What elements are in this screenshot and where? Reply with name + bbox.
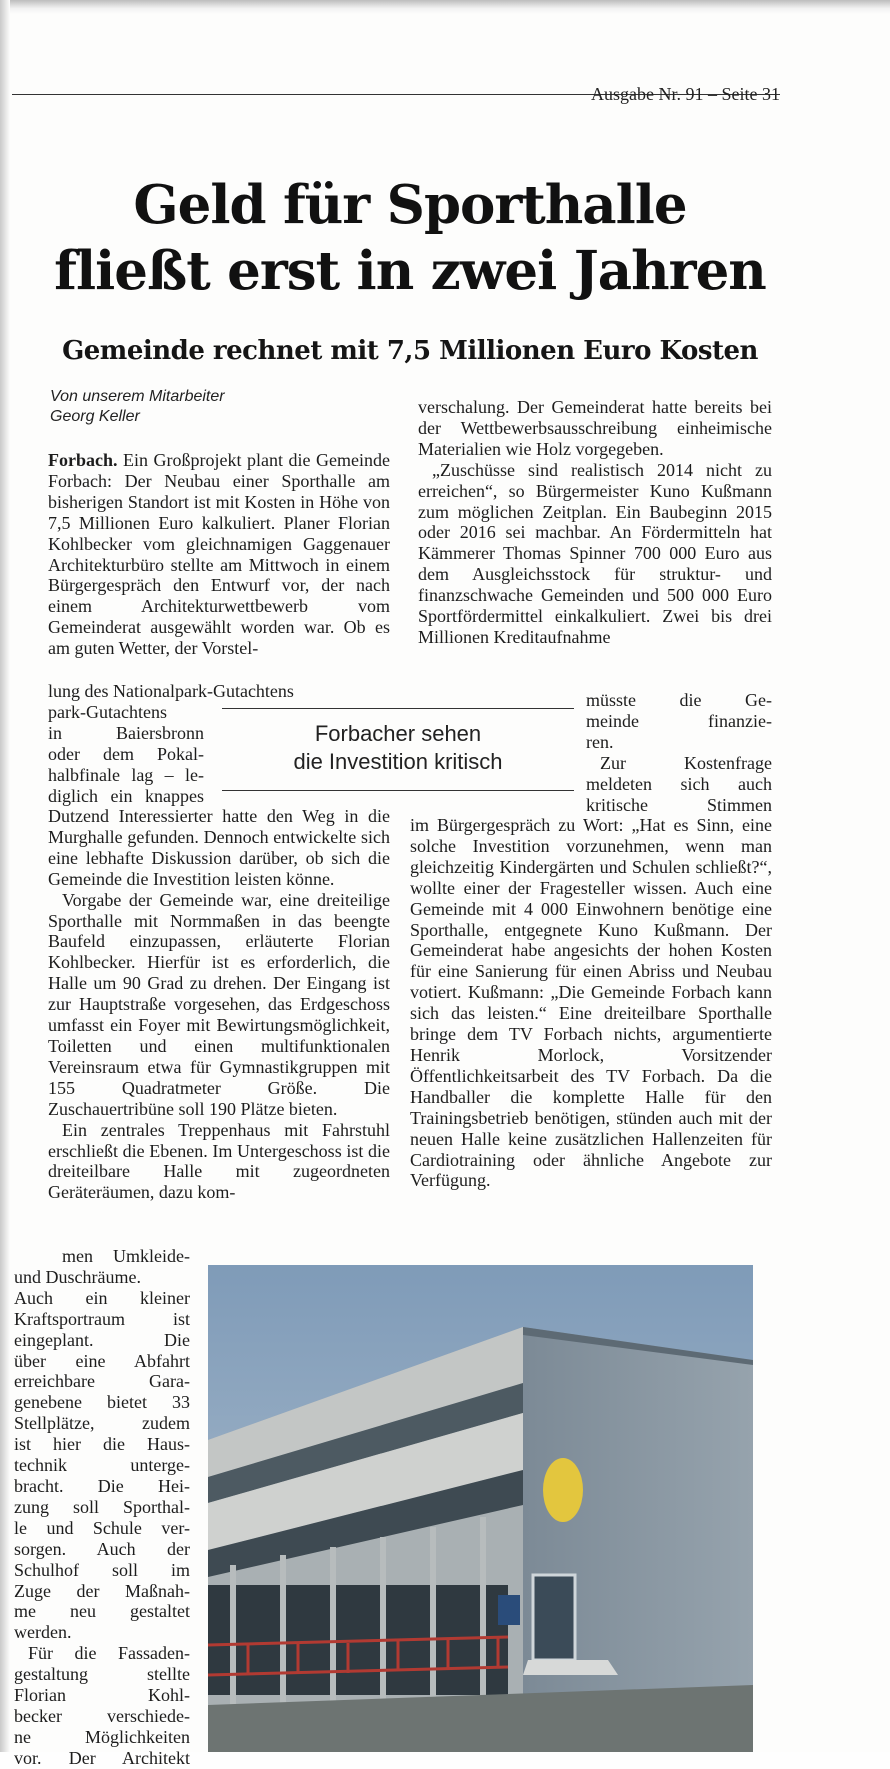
paragraph-col2-1: verschalung. Der Gemeinderat hatte bereits bei der Wettbewerbsausschreibung einheimische Materialien wie Holz vorgegeben. [418,397,772,459]
text-line: Zur Kostenfrage [600,752,772,773]
column-1-narrow [48,681,294,806]
text-line: in Baiersbronn [48,722,204,743]
text-line: gestaltung stellte [14,1664,190,1685]
text-line: meldeten sich auch [586,773,772,794]
pullquote [228,720,568,776]
column-2-top [418,397,772,648]
headline-line-2: fließt erst in zwei Jahren [54,240,766,302]
text-line: ne Möglichkeiten [14,1726,190,1747]
text-line: oder dem Pokal- [48,743,204,764]
text-line: Schulhof soll im [14,1559,190,1580]
text-line: erreichbare Gara- [14,1371,190,1392]
scan-left-edge [0,0,10,1752]
text-line: werden. [14,1622,72,1643]
sports-hall-building-photo [208,1265,753,1752]
text-line: kritische Stimmen [586,794,772,815]
entrance-steps [523,1660,618,1675]
text-line: vor. Der Architekt [14,1747,190,1768]
text-line: zung soll Sporthal- [14,1496,190,1517]
text-line: Stellplätze, zudem [14,1413,190,1434]
text-line: über eine Abfahrt [14,1350,190,1371]
text-line: le und Schule ver- [14,1517,190,1538]
text-line: eingeplant. Die [14,1329,190,1350]
text-line: Zuge der Maßnah- [14,1580,190,1601]
text-line: Für die Fassaden- [28,1643,190,1664]
text-line: men Umkleide- [62,1246,190,1266]
byline-line-1: Von unserem Mitarbeiter [50,388,225,405]
text-line: Kraftsportraum ist [14,1308,190,1329]
headline [40,172,780,304]
column-narrow-bottom [14,1246,190,1769]
text-line: bracht. Die Hei- [14,1475,190,1496]
column-1-top [48,450,390,659]
issue-page-number: Ausgabe Nr. 91 – Seite 31 [591,84,780,104]
text-line: technik unterge- [14,1455,190,1476]
text-line: und Duschräume. [14,1266,141,1287]
text-line: lung des Nationalpark-Gutachtens [48,681,294,701]
paragraph-1-end: Dutzend Interessierter hatte den Weg in die Murghalle gefunden. Dennoch entwickelte sich eine lebhafte Diskussion darüber, ob sich die Gemeinde die Investition leisten könne. [48,806,390,889]
text-line: genebene bietet 33 [14,1392,190,1413]
subheadline: Gemeinde rechnet mit 7,5 Millionen Euro Kosten [62,336,758,366]
column-2-bottom [410,815,772,1191]
yellow-sign [543,1458,583,1522]
text-line: sorgen. Auch der [14,1538,190,1559]
column-2-narrow [586,690,772,815]
paragraph-1: Forbach. Ein Großprojekt plant die Gemeinde Forbach: Der Neubau einer Sporthalle am bisherigen Standort ist mit Kosten in Höhe von 7,5 Millionen Euro kalkuliert. Planer Florian Kohlbecker vom gleichnamigen Gaggenauer Architekturbüro stellte am Mittwoch in einem Bürgergespräch den Entwurf vor, der nach einem Architekturwettbewerb vom Gemeinderat ausgewählt worden war. Ob es am guten Wetter, der Vorstel- [48,450,390,659]
text-line: diglich ein knappes [48,785,204,806]
pullquote-line-2: die Investition kritisch [293,749,503,774]
text-line: meinde finanzie- [586,710,772,731]
headline-line-1: Geld für Sporthalle [133,174,687,236]
byline [50,387,350,427]
text-line: me neu gestaltet [14,1601,190,1622]
text-line: becker verschiede- [14,1705,190,1726]
text-line: ren. [586,731,614,752]
text-line: park-Gutachtens [48,701,167,722]
paragraph-2: Vorgabe der Gemeinde war, eine dreiteilige Sporthalle mit Normmaßen in das beengte Baufeld einzupassen, erläuterte Florian Kohlbecker. Hierfür ist es erforderlich, die Halle um 90 Grad zu drehen. Der Eingang ist zur Hauptstraße vorgesehen, das Erdgeschoss umfasst ein Foyer mit Bewirtungsmöglichkeit, Toiletten und einen multifunktionalen Vereinsraum etwa für Gymnastikgruppen mit 155 Quadratmeter Größe. Die Zuschauertribüne soll 190 Plätze bieten. [48,889,390,1119]
paragraph-col2-3: im Bürgergespräch zu Wort: „Hat es Sinn, eine solche Investition vorzunehmen, wenn man gleichzeitig Kindergärten und Schulen schließt?“, wollte einer der Fragesteller wissen. Auch eine Gemeinde mit 4 000 Einwohnern benötige eine Sporthalle, entgegnete Kuno Kußmann. Der Gemeinderat habe angesichts der hohen Kosten für eine Sanierung für einen Abriss und Neubau votiert. Kußmann: „Die Gemeinde Forbach kann sich das leisten.“ Eine dreiteilbare Sporthalle bringe dem TV Forbach nichts, argumentierte Henrik Morlock, Vorsitzender Öffentlichkeitsarbeit des TV Forbach. Da die Handballer die komplette Halle für den Trainingsbetrieb benötigen, stünden auch mit der neuen Halle keine zusätzlichen Hallenzeiten für Cardiotraining oder ähnliche Angebote zur Verfügung. [410,815,772,1191]
blue-sign [498,1595,520,1625]
dateline: Forbach. [48,450,118,470]
text-line: halbfinale lag – le- [48,764,204,785]
pullquote-rule-top [222,708,574,709]
byline-line-2: Georg Keller [50,408,140,425]
building-illustration [208,1265,753,1752]
column-1-mid [48,806,390,1203]
scan-top-edge [0,0,890,14]
paragraph-col2-2: „Zuschüsse sind realistisch 2014 nicht zu erreichen“, so Bürgermeister Kuno Kußmann zum möglichen Zeitplan. Ein Baubeginn 2015 oder 2016 sei machbar. An Fördermitteln hat Kämmerer Thomas Spinner 700 000 Euro aus dem Ausgleichsstock für struktur- und finanzschwache Gemeinden und 500 000 Euro Sportfördermittel einkalkuliert. Zwei bis drei Millionen Kreditaufnahme [418,459,772,647]
text-line: Auch ein kleiner [14,1287,190,1308]
entrance-door [533,1575,575,1660]
paragraph-3: Ein zentrales Treppenhaus mit Fahrstuhl erschließt die Ebenen. Im Untergeschoss ist die dreiteilbare Halle mit zugeordneten Geräteräumen, dazu kom- [48,1119,390,1203]
text-line: müsste die Ge- [586,690,772,710]
text-line: Florian Kohl- [14,1685,190,1706]
pullquote-rule-bottom [222,790,574,791]
pullquote-line-1: Forbacher sehen [314,721,482,746]
text-line: ist hier die Haus- [14,1434,190,1455]
